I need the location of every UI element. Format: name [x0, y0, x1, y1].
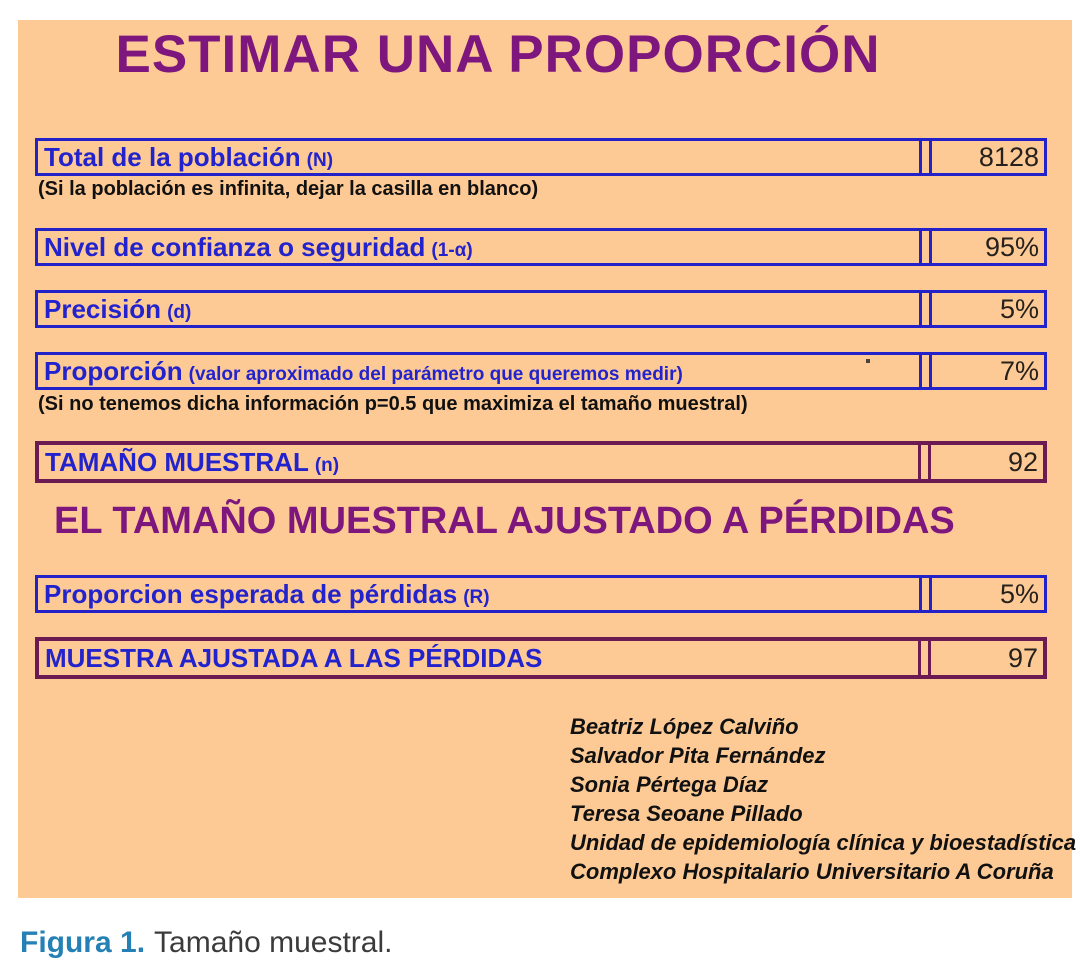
row-precision	[35, 290, 1047, 328]
note-poblacion-infinita: (Si la población es infinita, dejar la casilla en blanco)	[38, 178, 539, 200]
muestra-ajustada-result-cell: 97	[928, 641, 1043, 675]
muestra-ajustada-label: MUESTRA AJUSTADA A LAS PÉRDIDAS	[39, 641, 921, 675]
credit-line: Sonia Pértega Díaz	[570, 772, 769, 797]
total-poblacion-value-cell[interactable]: 8128	[929, 141, 1044, 173]
credit-line: Beatriz López Calviño	[570, 714, 799, 739]
precision-value-cell[interactable]: 5%	[929, 293, 1044, 325]
page-title: ESTIMAR UNA PROPORCIÓN	[115, 25, 881, 84]
tamano-muestral-result-cell: 92	[928, 445, 1043, 479]
credit-line: Unidad de epidemiología clínica y bioestadística	[570, 830, 1077, 855]
figure-caption-label: Figura 1.	[20, 926, 146, 959]
note-proporcion-maximiza: (Si no tenemos dicha información p=0.5 que maximiza el tamaño muestral)	[38, 393, 748, 415]
author-credits	[570, 712, 1076, 886]
row-tamano-muestral	[35, 441, 1047, 483]
figure-caption	[20, 926, 392, 960]
nivel-confianza-label: Nivel de confianza o seguridad (1-α)	[38, 231, 922, 263]
row-total-poblacion	[35, 138, 1047, 176]
proporcion-value-cell[interactable]: 7%	[929, 355, 1044, 387]
perdidas-esperadas-label: Proporcion esperada de pérdidas (R)	[38, 578, 922, 610]
precision-label: Precisión (d)	[38, 293, 922, 325]
tamano-muestral-label: TAMAÑO MUESTRAL (n)	[39, 445, 921, 479]
total-poblacion-label: Total de la población (N)	[38, 141, 922, 173]
row-perdidas-esperadas	[35, 575, 1047, 613]
nivel-confianza-value-cell[interactable]: 95%	[929, 231, 1044, 263]
perdidas-esperadas-value-cell[interactable]: 5%	[929, 578, 1044, 610]
row-proporcion	[35, 352, 1047, 390]
credit-line: Complexo Hospitalario Universitario A Coruña	[570, 859, 1054, 884]
row-nivel-confianza	[35, 228, 1047, 266]
credit-line: Teresa Seoane Pillado	[570, 801, 803, 826]
calculator-panel	[18, 20, 1077, 898]
credit-line: Salvador Pita Fernández	[570, 743, 826, 768]
proporcion-label: Proporción (valor aproximado del parámetro que queremos medir)	[38, 355, 922, 387]
figure-caption-text: Tamaño muestral.	[154, 926, 393, 959]
adjusted-section-title: EL TAMAÑO MUESTRAL AJUSTADO A PÉRDIDAS	[54, 500, 955, 542]
row-muestra-ajustada	[35, 637, 1047, 679]
ink-speck-artifact	[866, 359, 870, 363]
